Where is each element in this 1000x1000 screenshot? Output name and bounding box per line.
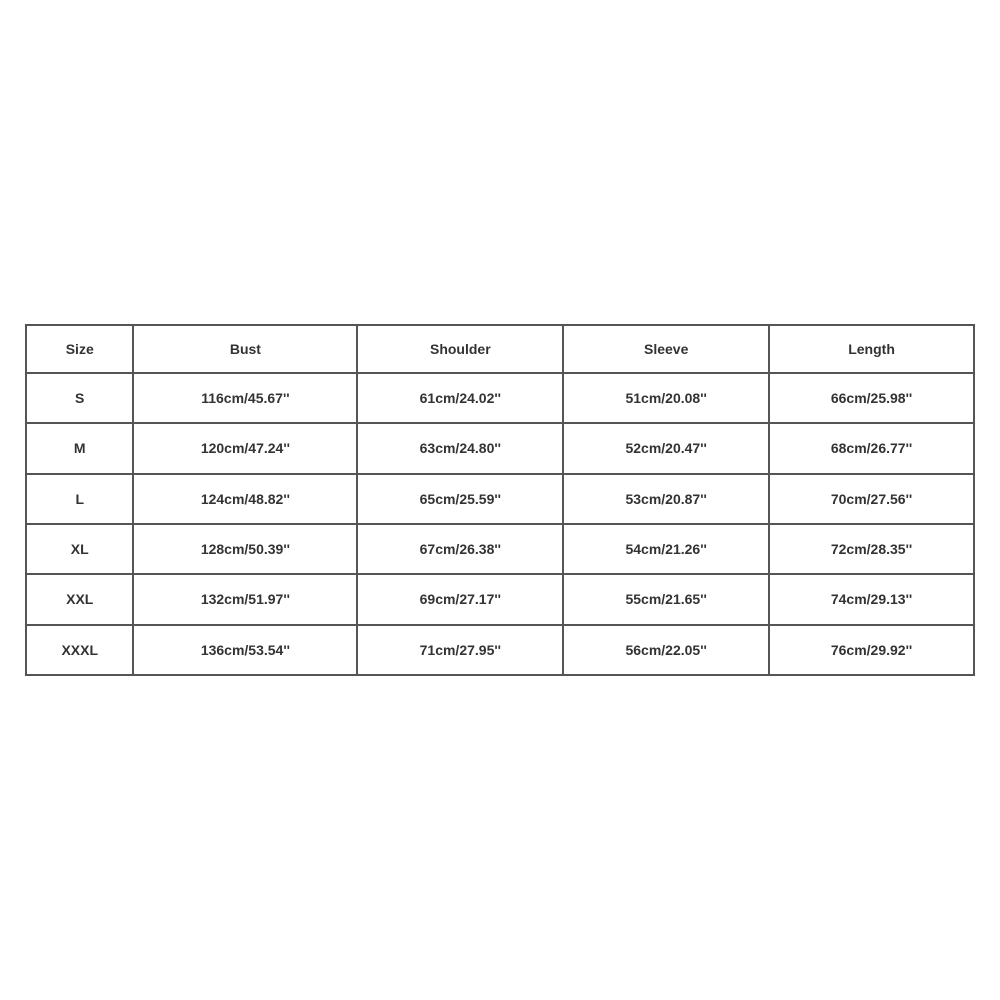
cell-length: 70cm/27.56'' [769, 474, 974, 524]
cell-bust: 116cm/45.67'' [133, 373, 357, 423]
table-row [26, 574, 974, 624]
cell-sleeve: 53cm/20.87'' [563, 474, 769, 524]
cell-length: 72cm/28.35'' [769, 524, 974, 574]
table-row [26, 524, 974, 574]
cell-size: L [26, 474, 133, 524]
size-chart-table [25, 324, 975, 676]
cell-shoulder: 67cm/26.38'' [357, 524, 563, 574]
table-row [26, 423, 974, 473]
header-bust: Bust [133, 325, 357, 373]
cell-sleeve: 55cm/21.65'' [563, 574, 769, 624]
cell-sleeve: 52cm/20.47'' [563, 423, 769, 473]
header-sleeve: Sleeve [563, 325, 769, 373]
cell-length: 76cm/29.92'' [769, 625, 974, 675]
cell-shoulder: 63cm/24.80'' [357, 423, 563, 473]
cell-shoulder: 71cm/27.95'' [357, 625, 563, 675]
cell-bust: 132cm/51.97'' [133, 574, 357, 624]
table-row [26, 625, 974, 675]
cell-size: S [26, 373, 133, 423]
cell-size: XL [26, 524, 133, 574]
table-header-row [26, 325, 974, 373]
header-length: Length [769, 325, 974, 373]
cell-sleeve: 51cm/20.08'' [563, 373, 769, 423]
cell-bust: 128cm/50.39'' [133, 524, 357, 574]
cell-shoulder: 65cm/25.59'' [357, 474, 563, 524]
cell-size: XXL [26, 574, 133, 624]
cell-shoulder: 69cm/27.17'' [357, 574, 563, 624]
cell-length: 74cm/29.13'' [769, 574, 974, 624]
table-row [26, 373, 974, 423]
cell-sleeve: 56cm/22.05'' [563, 625, 769, 675]
cell-bust: 124cm/48.82'' [133, 474, 357, 524]
header-shoulder: Shoulder [357, 325, 563, 373]
cell-size: M [26, 423, 133, 473]
cell-bust: 120cm/47.24'' [133, 423, 357, 473]
cell-length: 68cm/26.77'' [769, 423, 974, 473]
cell-bust: 136cm/53.54'' [133, 625, 357, 675]
cell-shoulder: 61cm/24.02'' [357, 373, 563, 423]
cell-sleeve: 54cm/21.26'' [563, 524, 769, 574]
header-size: Size [26, 325, 133, 373]
table-row [26, 474, 974, 524]
cell-length: 66cm/25.98'' [769, 373, 974, 423]
cell-size: XXXL [26, 625, 133, 675]
